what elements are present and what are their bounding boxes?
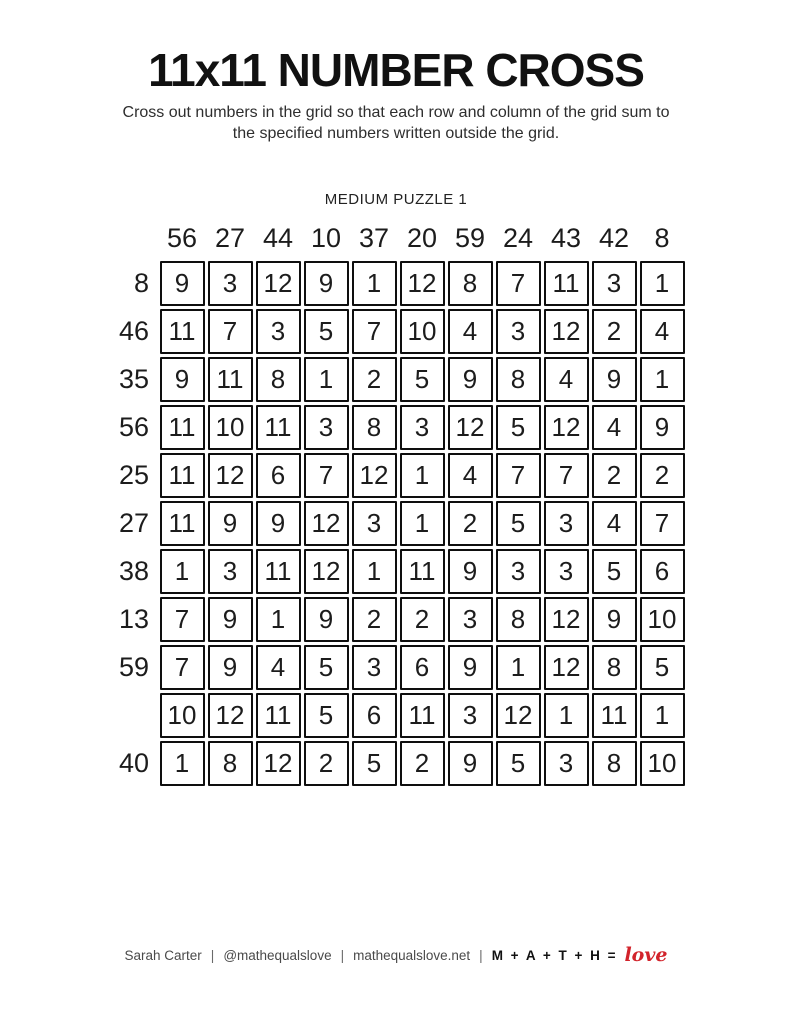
grid-cell: 2 [592, 309, 637, 354]
grid-cell: 3 [496, 309, 541, 354]
column-sum-label: 27 [214, 223, 246, 254]
grid-cell: 3 [304, 405, 349, 450]
grid-cell: 7 [160, 645, 205, 690]
grid-cell: 3 [256, 309, 301, 354]
grid-cell: 2 [352, 357, 397, 402]
grid-cell: 8 [448, 261, 493, 306]
grid-cell: 7 [208, 309, 253, 354]
page-title: 11x11 NUMBER CROSS [148, 44, 644, 96]
grid-cell: 11 [160, 453, 205, 498]
grid-cell: 4 [448, 453, 493, 498]
love-script: love [624, 944, 668, 966]
column-sum-label: 43 [550, 223, 582, 254]
instructions [0, 103, 792, 145]
column-sum-label: 8 [654, 223, 670, 254]
grid-cell: 5 [304, 309, 349, 354]
puzzle-label: MEDIUM PUZZLE 1 [324, 190, 468, 208]
grid-cell: 1 [352, 549, 397, 594]
grid-cell: 3 [544, 549, 589, 594]
instructions-line-1: Cross out numbers in the grid so that each row and column of the grid sum to [122, 104, 670, 122]
grid-cell: 4 [256, 645, 301, 690]
grid-cell: 11 [160, 501, 205, 546]
grid-cell: 12 [256, 261, 301, 306]
grid-cell: 3 [544, 501, 589, 546]
grid-cell: 10 [400, 309, 445, 354]
grid-cell: 11 [544, 261, 589, 306]
grid-cell: 10 [640, 741, 685, 786]
brand-math-text: M + A + T + H = [491, 948, 618, 963]
column-sum-label: 44 [262, 223, 294, 254]
grid-cell: 9 [160, 261, 205, 306]
grid-cell: 8 [496, 597, 541, 642]
grid-cell: 2 [304, 741, 349, 786]
grid-cell: 3 [352, 645, 397, 690]
column-sum-label: 10 [310, 223, 342, 254]
grid-cell: 9 [592, 357, 637, 402]
row-sum-label: 46 [118, 316, 149, 347]
grid-cell: 5 [496, 501, 541, 546]
row-sum-label: 59 [118, 652, 149, 683]
grid-cell: 10 [160, 693, 205, 738]
grid-cell: 7 [160, 597, 205, 642]
column-sum-label: 37 [358, 223, 390, 254]
grid-cell: 11 [256, 549, 301, 594]
grid-cell: 9 [256, 501, 301, 546]
grid-cell: 3 [208, 549, 253, 594]
grid-cell: 1 [640, 261, 685, 306]
column-sum-label: 59 [454, 223, 486, 254]
grid-cell: 12 [448, 405, 493, 450]
grid-cell: 1 [256, 597, 301, 642]
grid-cell: 7 [496, 261, 541, 306]
instructions-line-2: the specified numbers written outside the grid. [232, 125, 560, 143]
grid-cell: 12 [304, 549, 349, 594]
column-sum-label: 24 [502, 223, 534, 254]
grid-cell: 12 [544, 645, 589, 690]
grid-cell: 12 [208, 453, 253, 498]
grid-cell: 12 [544, 597, 589, 642]
grid-cell: 12 [256, 741, 301, 786]
grid-cell: 2 [592, 453, 637, 498]
grid-cell: 11 [400, 693, 445, 738]
column-sum-label: 56 [166, 223, 198, 254]
grid-cell: 1 [160, 741, 205, 786]
puzzle-grid [0, 218, 792, 788]
grid-cell: 3 [544, 741, 589, 786]
grid-cell: 1 [304, 357, 349, 402]
row-sum-label: 27 [118, 508, 149, 539]
grid-cell: 1 [640, 357, 685, 402]
footer-separator: | [210, 948, 215, 963]
author-name: Sarah Carter [124, 948, 202, 963]
grid-cell: 1 [400, 501, 445, 546]
grid-cell: 11 [592, 693, 637, 738]
grid-cell: 9 [448, 741, 493, 786]
grid-cell: 6 [640, 549, 685, 594]
grid-cell: 3 [400, 405, 445, 450]
grid-cell: 10 [208, 405, 253, 450]
grid-cell: 4 [448, 309, 493, 354]
grid-cell: 9 [160, 357, 205, 402]
grid-cell: 9 [304, 261, 349, 306]
grid-cell: 3 [592, 261, 637, 306]
grid-cell: 1 [352, 261, 397, 306]
grid-cell: 2 [448, 501, 493, 546]
grid-cell: 11 [160, 405, 205, 450]
grid-cell: 1 [640, 693, 685, 738]
grid-cell: 9 [448, 357, 493, 402]
grid-cell: 3 [496, 549, 541, 594]
grid-cell: 5 [400, 357, 445, 402]
grid-cell: 1 [400, 453, 445, 498]
footer-separator: | [340, 948, 345, 963]
grid-cell: 7 [352, 309, 397, 354]
grid-cell: 1 [160, 549, 205, 594]
grid-cell: 8 [256, 357, 301, 402]
grid-cell: 2 [352, 597, 397, 642]
grid-cell: 7 [640, 501, 685, 546]
grid-cell: 7 [544, 453, 589, 498]
grid-cell: 12 [352, 453, 397, 498]
row-sum-label: 56 [118, 412, 149, 443]
grid-cell: 9 [448, 549, 493, 594]
grid-cell: 11 [160, 309, 205, 354]
grid-cell: 8 [352, 405, 397, 450]
grid-cell: 9 [208, 597, 253, 642]
website-url: mathequalslove.net [353, 948, 471, 963]
grid-cell: 9 [448, 645, 493, 690]
grid-cell: 1 [544, 693, 589, 738]
grid-cell: 6 [256, 453, 301, 498]
grid-corner [106, 218, 158, 260]
grid-cell: 5 [352, 741, 397, 786]
grid-cell: 5 [640, 645, 685, 690]
grid-cell: 4 [592, 501, 637, 546]
header [0, 0, 792, 145]
grid-cell: 12 [544, 309, 589, 354]
grid-cell: 11 [400, 549, 445, 594]
grid-cell: 3 [448, 693, 493, 738]
row-sum-label: 13 [118, 604, 149, 635]
grid-cell: 11 [256, 693, 301, 738]
grid-cell: 12 [400, 261, 445, 306]
grid-cell: 3 [352, 501, 397, 546]
grid-cell: 2 [400, 741, 445, 786]
grid-cell: 9 [640, 405, 685, 450]
row-sum-label: 25 [118, 460, 149, 491]
grid-cell: 9 [208, 501, 253, 546]
grid-cell: 3 [208, 261, 253, 306]
grid-cell: 12 [208, 693, 253, 738]
grid-cell: 5 [496, 405, 541, 450]
row-sum-label: 38 [118, 556, 149, 587]
grid-cell: 4 [592, 405, 637, 450]
column-sum-label: 20 [406, 223, 438, 254]
row-sum-label [106, 692, 158, 740]
grid-cell: 9 [208, 645, 253, 690]
grid-cell: 1 [496, 645, 541, 690]
grid-cell: 4 [544, 357, 589, 402]
grid-cell: 5 [304, 693, 349, 738]
row-sum-label: 35 [118, 364, 149, 395]
grid-cell: 6 [400, 645, 445, 690]
social-handle: @mathequalslove [223, 948, 332, 963]
grid-cell: 11 [208, 357, 253, 402]
grid-cell: 9 [592, 597, 637, 642]
grid-cell: 7 [496, 453, 541, 498]
column-sum-label: 42 [598, 223, 630, 254]
grid-cell: 4 [640, 309, 685, 354]
grid-cell: 2 [400, 597, 445, 642]
grid-cell: 10 [640, 597, 685, 642]
grid-cell: 8 [592, 645, 637, 690]
grid-cell: 12 [496, 693, 541, 738]
grid-cell: 9 [304, 597, 349, 642]
grid-cell: 8 [208, 741, 253, 786]
grid-cell: 5 [592, 549, 637, 594]
row-sum-label: 40 [118, 748, 149, 779]
grid-cell: 8 [592, 741, 637, 786]
footer [0, 946, 792, 965]
grid-cell: 3 [448, 597, 493, 642]
grid-cell: 7 [304, 453, 349, 498]
footer-separator: | [479, 948, 483, 963]
grid-cell: 5 [496, 741, 541, 786]
grid-cell: 2 [640, 453, 685, 498]
grid-cell: 12 [544, 405, 589, 450]
grid-cell: 8 [496, 357, 541, 402]
grid-cell: 6 [352, 693, 397, 738]
grid-cell: 5 [304, 645, 349, 690]
grid-cell: 11 [256, 405, 301, 450]
row-sum-label: 8 [133, 268, 149, 299]
grid-cell: 12 [304, 501, 349, 546]
